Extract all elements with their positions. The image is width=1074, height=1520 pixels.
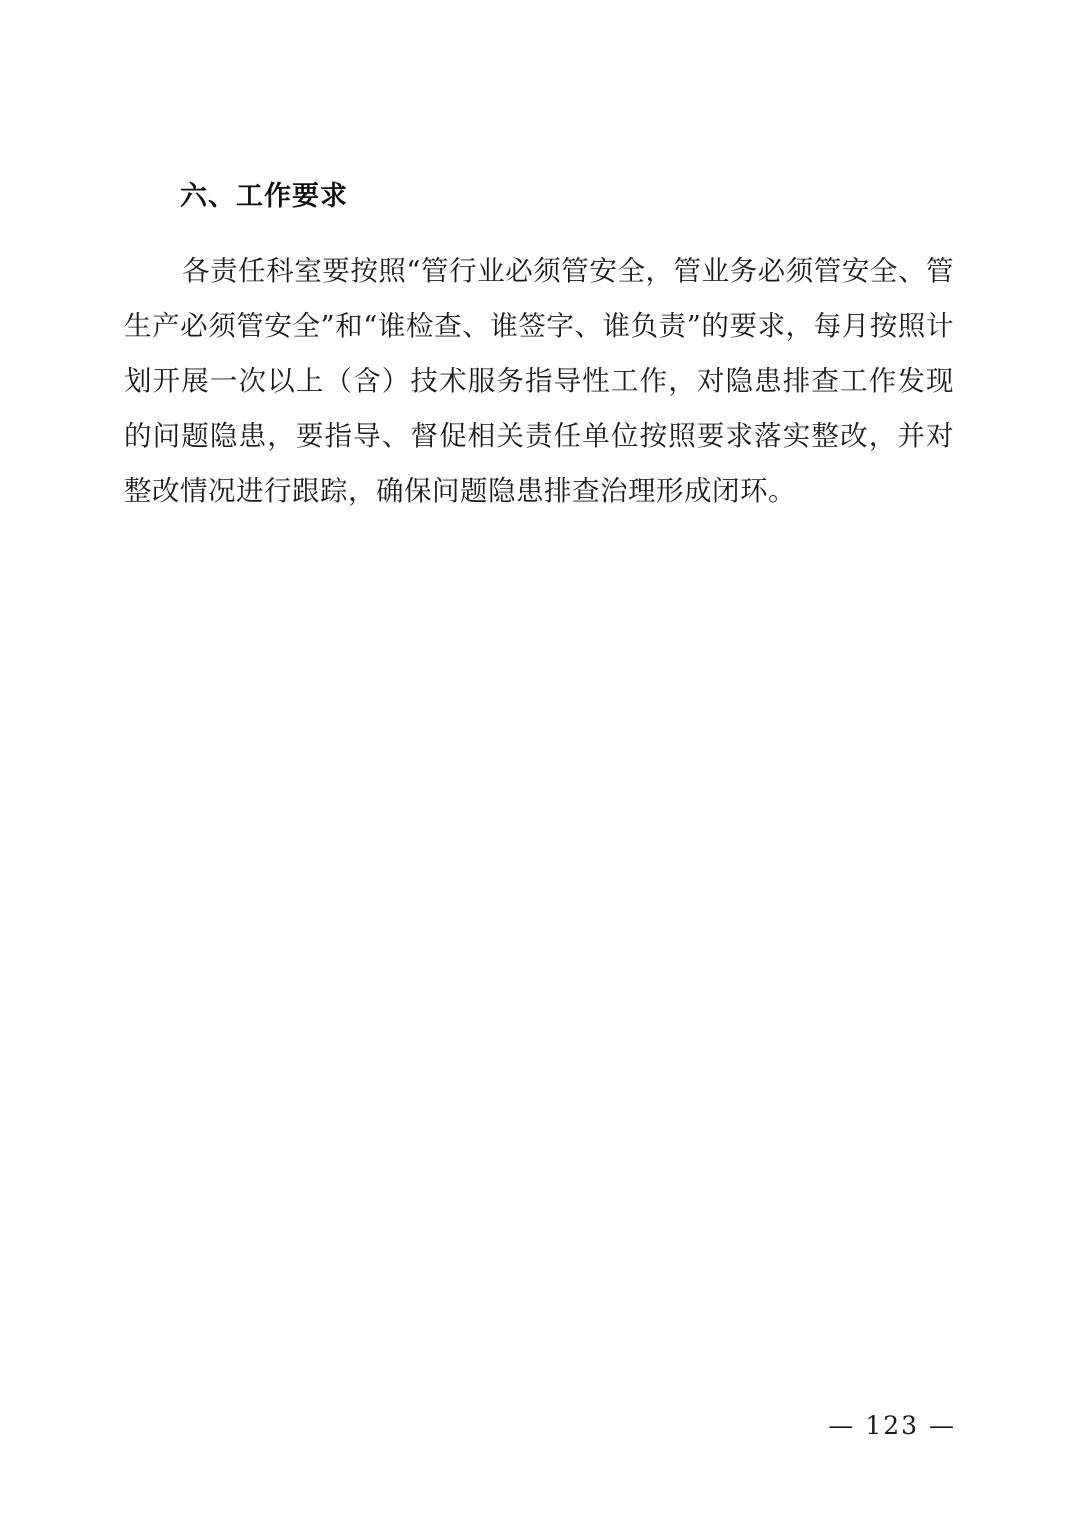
page-content	[124, 178, 954, 519]
body-paragraph: 各责任科室要按照“管行业必须管安全，管业务必须管安全、管生产必须管安全”和“谁检查、谁签字、谁负责”的要求，每月按照计划开展一次以上（含）技术服务指导性工作，对隐患排查工作发现的问题隐患，要指导、督促相关责任单位按照要求落实整改，并对整改情况进行跟踪，确保问题隐患排查治理形成闭环。	[124, 254, 954, 507]
page-number: — 123 —	[828, 1411, 956, 1440]
section-heading: 六、工作要求	[180, 181, 348, 212]
